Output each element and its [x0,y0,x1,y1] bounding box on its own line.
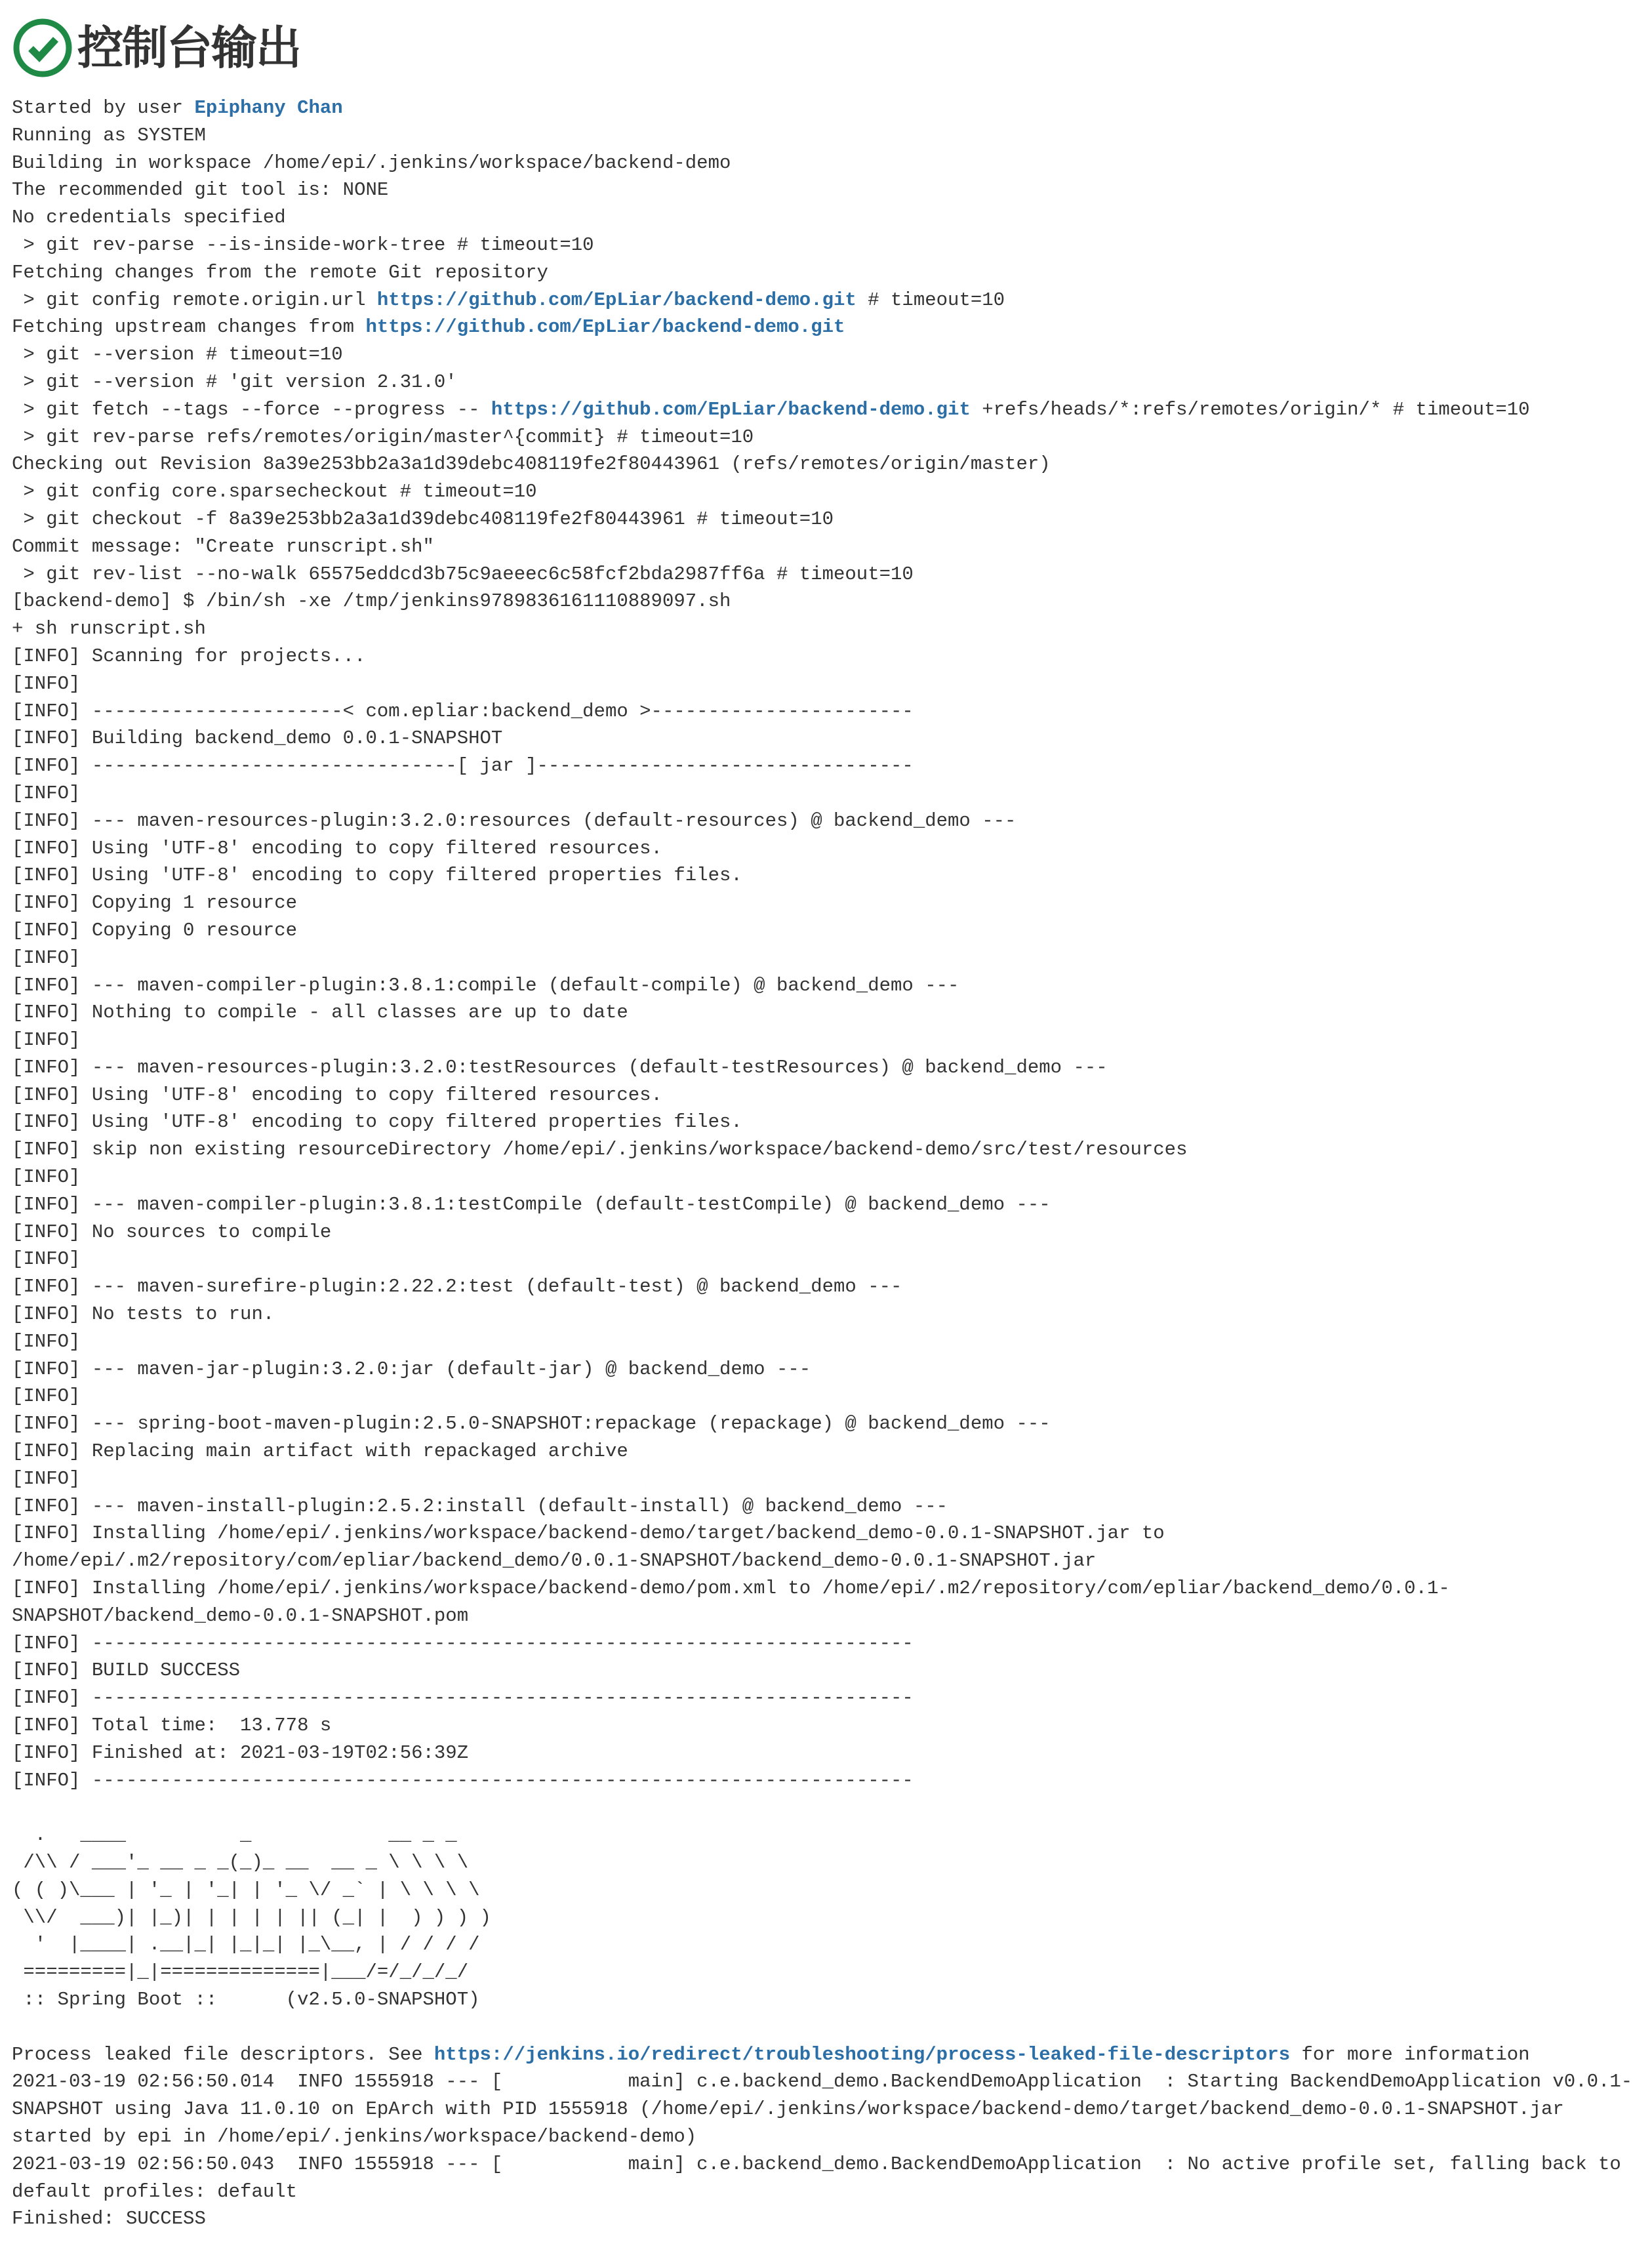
console-text: [INFO] --- maven-compiler-plugin:3.8.1:compile (default-compile) @ backend_demo --- [12,974,959,996]
console-text: [INFO] Finished at: 2021-03-19T02:56:39Z [12,1741,469,1764]
console-text: [INFO] Scanning for projects... [12,645,366,667]
console-line [12,1877,1651,1904]
console-text: [INFO] --- maven-install-plugin:2.5.2:install (default-install) @ backend_demo --- [12,1495,948,1517]
console-text: ' |____| .__|_| |_|_| |_\__, | / / / / [12,1934,480,1956]
console-line [12,2096,1651,2123]
console-text: :: Spring Boot :: (v2.5.0-SNAPSHOT) [12,1988,480,2010]
console-text: > git --version # 'git version 2.31.0' [12,371,457,393]
console-line [12,1712,1651,1740]
console-line [12,1630,1651,1658]
console-line [12,1520,1651,1547]
console-text: [INFO] No tests to run. [12,1303,275,1326]
console-line [12,1328,1651,1356]
console-text: > git rev-parse refs/remotes/origin/master^{commit} # timeout=10 [12,426,754,448]
console-text: [INFO] skip non existing resourceDirectory /home/epi/.jenkins/workspace/backend-demo/src/test/resources [12,1139,1188,1161]
console-text: Running as SYSTEM [12,124,206,146]
console-text: Building in workspace /home/epi/.jenkins/workspace/backend-demo [12,152,731,174]
console-text: The recommended git tool is: NONE [12,179,389,201]
console-line [12,1301,1651,1328]
console-text: +refs/heads/*:refs/remotes/origin/* # timeout=10 [970,398,1530,420]
console-line [12,1794,1651,1821]
console-text: [INFO] Copying 0 resource [12,919,298,941]
console-line [12,2178,1651,2206]
console-text: Started by user [12,97,195,119]
console-line [12,204,1651,232]
console-line [12,1082,1651,1109]
console-text: default profiles: default [12,2180,298,2203]
console-text: [INFO] --- maven-jar-plugin:3.2.0:jar (default-jar) @ backend_demo --- [12,1358,811,1380]
console-text: [INFO] Using 'UTF-8' encoding to copy filtered properties files. [12,865,742,887]
console-text: Checking out Revision 8a39e253bb2a3a1d39debc408119fe2f80443961 (refs/remotes/origin/master) [12,453,1051,476]
console-line [12,1219,1651,1246]
console-line [12,176,1651,204]
console-line [12,1931,1651,1959]
repo-link[interactable]: https://github.com/EpLiar/backend-demo.git [491,398,971,420]
console-line [12,670,1651,698]
console-line [12,2014,1651,2041]
console-text: [INFO] Total time: 13.778 s [12,1715,332,1737]
console-text: [INFO] [12,672,92,695]
console-line [12,1438,1651,1465]
console-text: Commit message: "Create runscript.sh" [12,535,434,558]
console-text: [INFO] [12,1330,92,1353]
console-line [12,150,1651,177]
console-text: [INFO] ----------------------< com.epliar:backend_demo >----------------------- [12,700,914,722]
console-text: + sh runscript.sh [12,618,206,640]
console-line [12,2041,1651,2069]
console-line [12,588,1651,615]
console-text: ( ( )\___ | '_ | '_| | '_ \/ _` | \ \ \ \ [12,1879,480,1901]
console-text: Fetching upstream changes from [12,316,366,338]
console-text: [INFO] --------------------------------[ jar ]--------------------------------- [12,755,914,777]
console-text: > git config remote.origin.url [12,289,377,311]
console-text: \\/ ___)| |_)| | | | | || (_| | ) ) ) ) [12,1906,491,1928]
console-text: =========|_|==============|___/=/_/_/_/ [12,1961,469,1984]
console-text: > git rev-parse --is-inside-work-tree # timeout=10 [12,234,594,256]
console-text: [INFO] ------------------------------------------------------------------------ [12,1687,914,1709]
console-text: No credentials specified [12,207,286,229]
console-line [12,807,1651,835]
console-text: started by epi in /home/epi/.jenkins/workspace/backend-demo) [12,2125,697,2147]
console-line [12,1547,1651,1575]
console-line [12,917,1651,945]
console-line [12,615,1651,643]
console-text: [INFO] Using 'UTF-8' encoding to copy filtered properties files. [12,1111,742,1133]
console-text: [INFO] Installing /home/epi/.jenkins/workspace/backend-demo/pom.xml to /home/epi/.m2/repository/com/epliar/backend_demo/0.0.1- [12,1577,1450,1600]
console-line [12,1164,1651,1191]
console-line [12,506,1651,533]
console-line [12,1657,1651,1684]
console-line [12,369,1651,396]
console-line [12,1849,1651,1877]
console-line [12,725,1651,752]
console-text: [INFO] Building backend_demo 0.0.1-SNAPSHOT [12,727,503,750]
console-line [12,396,1651,424]
console-text: > git config core.sparsecheckout # timeout=10 [12,481,537,503]
console-text: [INFO] ------------------------------------------------------------------------ [12,1769,914,1791]
console-line [12,314,1651,341]
console-text: [INFO] Using 'UTF-8' encoding to copy filtered resources. [12,837,662,859]
page-title: 控制台输出 [77,21,300,75]
console-line [12,259,1651,287]
console-text: [INFO] Using 'UTF-8' encoding to copy filtered resources. [12,1084,662,1106]
console-text: /\\ / ___'_ __ _ _(_)_ __ __ _ \ \ \ \ [12,1852,469,1873]
console-line [12,2205,1651,2233]
console-text: [INFO] BUILD SUCCESS [12,1659,241,1682]
console-text: # timeout=10 [856,289,1005,311]
console-line [12,94,1651,122]
console-text: [INFO] Installing /home/epi/.jenkins/workspace/backend-demo/target/backend_demo-0.0.1-SNAPSHOT.jar to [12,1522,1165,1545]
console-line [12,1959,1651,1986]
console-text: 2021-03-19 02:56:50.043 INFO 1555918 --- [ main] c.e.backend_demo.BackendDemoApplication : No active profile set, falling back to [12,2153,1621,2175]
console-line [12,1986,1651,2014]
user-link[interactable]: Epiphany Chan [194,97,343,119]
console-line [12,999,1651,1027]
console-text: > git rev-list --no-walk 65575eddcd3b75c9aeeec6c58fcf2bda2987ff6a # timeout=10 [12,563,914,585]
console-text: [INFO] [12,1029,92,1051]
console-line [12,2151,1651,2178]
console-line [12,1821,1651,1849]
console-text: SNAPSHOT using Java 11.0.10 on EpArch with PID 1555918 (/home/epi/.jenkins/workspace/backend-demo/target/backend_demo-0.0.1-SNAPSHOT.jar [12,2098,1564,2121]
console-line [12,341,1651,369]
console-line [12,1410,1651,1438]
console-line [12,1136,1651,1164]
console-text: [INFO] --- maven-resources-plugin:3.2.0:testResources (default-testResources) @ backend_demo --- [12,1056,1108,1078]
check-circle-icon [12,17,73,79]
console-text: /home/epi/.m2/repository/com/epliar/backend_demo/0.0.1-SNAPSHOT/backend_demo-0.0.1-SNAPSHOT.jar [12,1550,1097,1572]
console-text: [INFO] [12,1467,92,1490]
console-line [12,533,1651,561]
console-text: . ____ _ __ _ _ [12,1824,457,1846]
console-line [12,862,1651,889]
console-text: Finished: SUCCESS [12,2208,206,2230]
repo-link[interactable]: https://github.com/EpLiar/backend-demo.git [376,289,856,311]
console-line [12,1575,1651,1602]
console-line [12,1356,1651,1383]
console-text: SNAPSHOT/backend_demo-0.0.1-SNAPSHOT.pom [12,1604,469,1627]
console-output [12,94,1651,2233]
console-line [12,780,1651,807]
console-line [12,1767,1651,1795]
console-line [12,1027,1651,1054]
console-text: [INFO] Nothing to compile - all classes are up to date [12,1002,628,1024]
console-text: [INFO] --- maven-surefire-plugin:2.22.2:test (default-test) @ backend_demo --- [12,1276,902,1298]
console-text: [INFO] [12,1248,92,1271]
console-text: [INFO] ------------------------------------------------------------------------ [12,1632,914,1654]
console-text: 2021-03-19 02:56:50.014 INFO 1555918 --- [ main] c.e.backend_demo.BackendDemoApplication : Starting BackendDemoApplication v0.0.1- [12,2071,1633,2093]
console-line [12,2123,1651,2151]
console-line [12,1383,1651,1410]
console-text: [backend-demo] $ /bin/sh -xe /tmp/jenkins9789836161110889097.sh [12,590,731,613]
console-line [12,561,1651,588]
console-text: Fetching changes from the remote Git repository [12,261,548,283]
console-line [12,287,1651,314]
console-line [12,698,1651,725]
console-line [12,1054,1651,1082]
console-text: Process leaked file descriptors. See [12,2043,434,2066]
console-line [12,643,1651,670]
console-text: [INFO] Replacing main artifact with repackaged archive [12,1440,628,1463]
repo-link[interactable]: https://github.com/EpLiar/backend-demo.git [365,316,845,338]
console-line [12,752,1651,780]
console-text: > git checkout -f 8a39e253bb2a3a1d39debc408119fe2f80443961 # timeout=10 [12,508,834,530]
console-text: for more information [1290,2043,1530,2066]
console-line [12,1109,1651,1136]
console-text: > git fetch --tags --force --progress -- [12,398,491,420]
troubleshooting-link[interactable]: https://jenkins.io/redirect/troubleshooting/process-leaked-file-descriptors [433,2043,1291,2066]
console-line [12,835,1651,863]
console-text: [INFO] Copying 1 resource [12,892,298,914]
console-line [12,122,1651,150]
console-line [12,1273,1651,1301]
console-line [12,232,1651,259]
console-line [12,972,1651,1000]
console-text: [INFO] [12,782,92,804]
console-line [12,1904,1651,1932]
console-text: [INFO] No sources to compile [12,1221,332,1243]
console-line [12,945,1651,972]
console-line [12,889,1651,917]
console-line [12,478,1651,506]
console-line [12,1246,1651,1273]
console-text: > git --version # timeout=10 [12,344,343,366]
console-line [12,1465,1651,1493]
console-line [12,1602,1651,1630]
console-text: [INFO] --- maven-compiler-plugin:3.8.1:testCompile (default-testCompile) @ backend_demo --- [12,1193,1051,1215]
console-text: [INFO] [12,1166,92,1189]
console-text: [INFO] --- maven-resources-plugin:3.2.0:resources (default-resources) @ backend_demo --- [12,809,1017,832]
console-line [12,1684,1651,1712]
console-line [12,1740,1651,1767]
console-line [12,451,1651,478]
console-line [12,1493,1651,1520]
console-line [12,1191,1651,1219]
page-header [12,17,300,79]
console-text: [INFO] [12,1385,92,1408]
console-line [12,424,1651,451]
console-text: [INFO] [12,946,92,969]
console-line [12,2068,1651,2096]
console-text: [INFO] --- spring-boot-maven-plugin:2.5.0-SNAPSHOT:repackage (repackage) @ backend_demo --- [12,1413,1051,1435]
